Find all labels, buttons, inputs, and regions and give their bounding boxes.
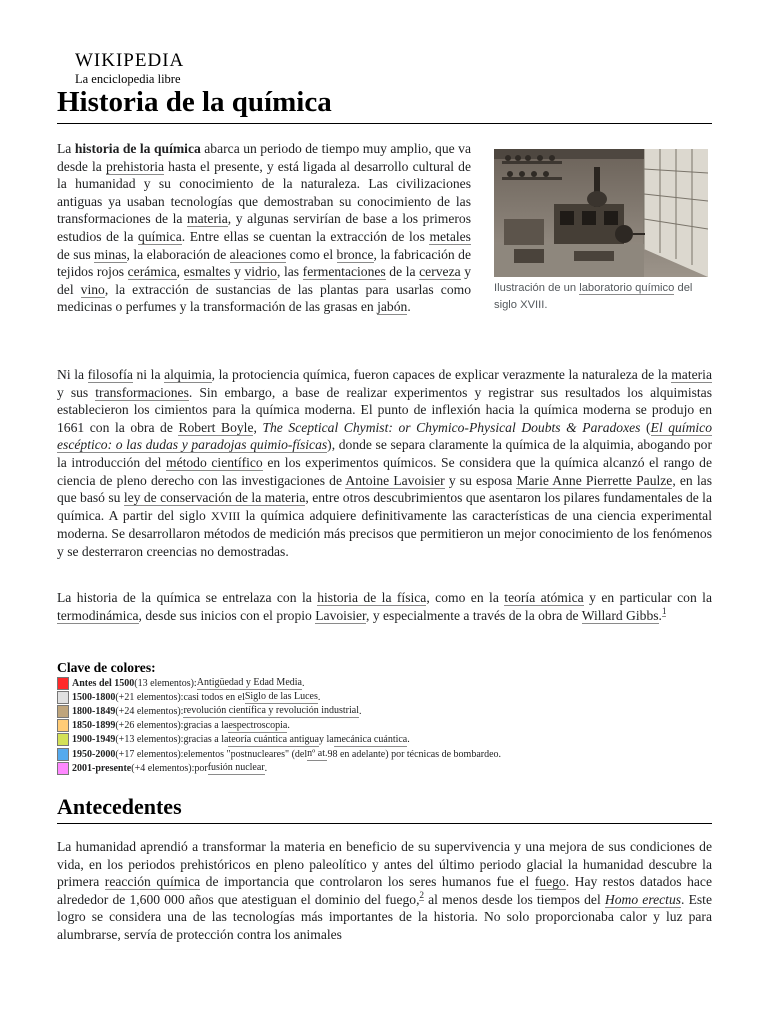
key-link[interactable]: fusión nuclear [207,762,265,774]
link-homo-erectus[interactable]: Homo erectus [604,891,682,907]
color-key-row: 1950-2000 (+17 elementos): elementos "postnucleares" (del nº at. 98 en adelante) por técnicas de bombardeo. [57,747,712,761]
color-swatch [57,762,69,775]
paragraph-alquimia: Ni la filosofía ni la alquimia, la protociencia química, fueron capaces de explicar verazmente la naturaleza de la materia y sus transformaciones. Sin embargo, a base de realizar experimentos y registrar sus resultados los alquimistas establecieron los cimientos para la química moderna. El punto de inflexión hacia la química moderna se produjo en 1661 con la obra de Robert Boyle, The Sceptical Chymist: or Chymico-Physical Doubts & Paradoxes (El químico escéptico: o las dudas y paradojas quimio-físicas), donde se separa claramente la química de la alquimia, abogando por la introducción del método científico en los experimentos químicos. Se considera que la química alcanzó el rango de ciencia de pleno derecho con las investigaciones de Antoine Lavoisier y su esposa Marie Anne Pierrette Paulze, en las que basó su ley de conservación de la materia, entre otros descubrimientos que asentaron los pilares fundamentales de la química. A partir del siglo XVIII la química adquiere definitivamente las características de una ciencia experimental moderna. Se desarrollaron métodos de medición más precisos que permitieron un mejor conocimiento de los fenómenos y se desterraron creencias no demostradas. [57,367,712,559]
reference-2[interactable]: 2 [419,889,424,900]
laboratory-illustration[interactable] [494,149,708,277]
wikipedia-wordmark: WIKIPEDIA [75,50,185,71]
link-jabon[interactable]: jabón [377,299,408,315]
link-bronce[interactable]: bronce [336,246,374,262]
element-count: (+13 elementos): [115,734,184,746]
bold-term: historia de la química [74,141,201,156]
color-key [57,660,712,775]
link-aleaciones[interactable]: aleaciones [229,246,287,262]
link-termodinamica[interactable]: termodinámica [57,607,139,623]
link-vidrio[interactable]: vidrio [244,264,277,280]
period-label: 2001-presente [72,762,132,774]
period-label: 1500-1800 [72,691,116,703]
link-historia-fisica[interactable]: historia de la física [317,590,427,605]
figure-caption: Ilustración de un laboratorio químico del siglo XVIII. [494,282,693,311]
link-esmaltes[interactable]: esmaltes [183,264,231,280]
link-teoria-atomica[interactable]: teoría atómica [504,590,584,605]
period-label: 1950-2000 [72,748,116,760]
link-robert-boyle[interactable]: Robert Boyle [178,419,254,435]
page-title: Historia de la química [57,82,712,124]
key-link[interactable]: mecánica cuántica [333,733,408,745]
link-ceramica[interactable]: cerámica [127,264,177,280]
color-swatch [57,705,69,718]
element-count: (+26 elementos): [115,720,184,732]
period-label: Antes del 1500 [72,677,135,689]
color-swatch [57,719,69,732]
color-swatch [57,691,69,704]
period-label: 1850-1899 [72,720,116,732]
color-swatch [57,748,69,761]
wikipedia-tagline: La enciclopedia libre [75,72,181,86]
link-lavoisier[interactable]: Lavoisier [315,607,367,623]
key-link[interactable]: nº at. [307,748,328,760]
key-link[interactable]: espectroscopia [228,719,288,731]
link-quimico-esceptico[interactable]: El químico escéptico: o las dudas y paradojas quimio-físicas [57,419,712,453]
color-swatch [57,677,69,690]
section-heading-antecedentes: Antecedentes [57,792,712,824]
link-alquimia[interactable]: alquimia [164,367,212,382]
link-materia[interactable]: materia [187,211,228,227]
link-willard-gibbs[interactable]: Willard Gibbs [581,607,659,623]
paragraph-intro: La historia de la química abarca un periodo de tiempo muy amplio, que va desde la prehistoria hasta el presente, y está ligada al desarrollo cultural de la humanidad y su conocimiento de la naturaleza. Las civilizaciones antiguas ya usaban tecnologías que demostraban su conocimiento de las transformaciones de la materia, y algunas servirían de base a los primeros estudios de la química. Entre ellas se cuentan la extracción de los metales de sus minas, la elaboración de aleaciones como el bronce, la fabricación de tejidos rojos cerámica, esmaltes y vidrio, las fermentaciones de la cerveza y del vino, la extracción de sustancias de las plantas para usarlas como medicinas o perfumes y la transformación de las grasas en jabón. [57,141,472,315]
color-swatch [57,733,69,746]
paragraph-antecedentes: La humanidad aprendió a transformar la materia en beneficio de su supervivencia y una mejora de sus condiciones de vida, en los periodos prehistóricos en pleno paleolítico y antes del último periodo glacial la humanidad descubre la primera reacción química de importancia que controlaron los seres humanos fue el fuego. Hay restos datados hace alrededor de 1,600 000 años que atestiguan el dominio del fuego,$^2$ al menos desde los tiempos del Homo erectus. Este logro se considera una de las tecnologías más importantes de la historia. No solo proporcionaba calor y luz para alumbrarse, servía de protección contra los animales [57,839,712,942]
color-key-row: 1850-1899 (+26 elementos): gracias a la espectroscopia . [57,719,712,733]
link-fuego[interactable]: fuego [534,874,566,890]
key-link[interactable]: teoría cuántica antigua [228,733,319,745]
link-transformaciones[interactable]: transformaciones [95,384,189,400]
link-prehistoria[interactable]: prehistoria [105,158,165,174]
link-metales[interactable]: metales [429,228,471,244]
element-count: (+24 elementos): [115,705,184,717]
element-count: (+21 elementos): [115,691,184,703]
key-link[interactable]: Antigüedad y Edad Media [196,677,302,689]
key-link[interactable]: revolución científica y revolución industrial [183,705,359,717]
color-key-row: 1500-1800 (+21 elementos): casi todos en el Siglo de las Luces . [57,690,712,704]
link-marie-anne-paulze[interactable]: Marie Anne Pierrette Paulze [516,472,673,488]
paragraph-fisica: La historia de la química se entrelaza con la historia de la física, como en la teoría atómica y en particular con la termodinámica, desde sus inicios con el propio Lavoisier, y especialmente a través de la obra de Willard Gibbs.$^1$ [57,590,712,623]
link-materia-2[interactable]: materia [671,367,712,382]
link-reaccion-quimica[interactable]: reacción química [104,874,201,890]
reference-1[interactable]: 1 [661,605,667,616]
link-cerveza[interactable]: cerveza [419,264,461,280]
color-key-row: 1900-1949 (+13 elementos): gracias a la teoría cuántica antigua y la mecánica cuántica . [57,733,712,747]
element-count: (+17 elementos): [115,748,184,760]
link-metodo-cientifico[interactable]: método científico [166,454,263,470]
link-ley-conservacion[interactable]: ley de conservación de la materia [123,490,306,506]
element-count: (+4 elementos): [131,762,195,774]
period-label: 1900-1949 [72,734,116,746]
link-vino[interactable]: vino [80,281,105,297]
book-title: The Sceptical Chymist: or Chymico-Physical Doubts & Paradoxes [262,419,641,435]
link-minas[interactable]: minas [94,246,127,262]
link-fermentaciones[interactable]: fermentaciones [302,264,386,280]
color-key-row: Antes del 1500 (13 elementos): Antigüedad y Edad Media . [57,676,712,690]
wikipedia-logo[interactable] [75,50,184,86]
color-key-title: Clave de colores: [57,660,156,675]
color-key-row: 1800-1849 (+24 elementos): revolución científica y revolución industrial . [57,704,712,718]
figure-laboratory [494,149,708,313]
link-laboratorio[interactable]: laboratorio químico [579,282,675,294]
link-filosofia[interactable]: filosofía [87,367,133,382]
key-link[interactable]: Siglo de las Luces [244,691,318,703]
century-numeral: XVIII [210,508,241,523]
element-count: (13 elementos): [134,677,197,689]
link-antoine-lavoisier[interactable]: Antoine Lavoisier [345,472,445,488]
link-quimica[interactable]: química [137,228,182,244]
period-label: 1800-1849 [72,705,116,717]
color-key-row: 2001-presente (+4 elementos): por fusión nuclear . [57,761,712,775]
